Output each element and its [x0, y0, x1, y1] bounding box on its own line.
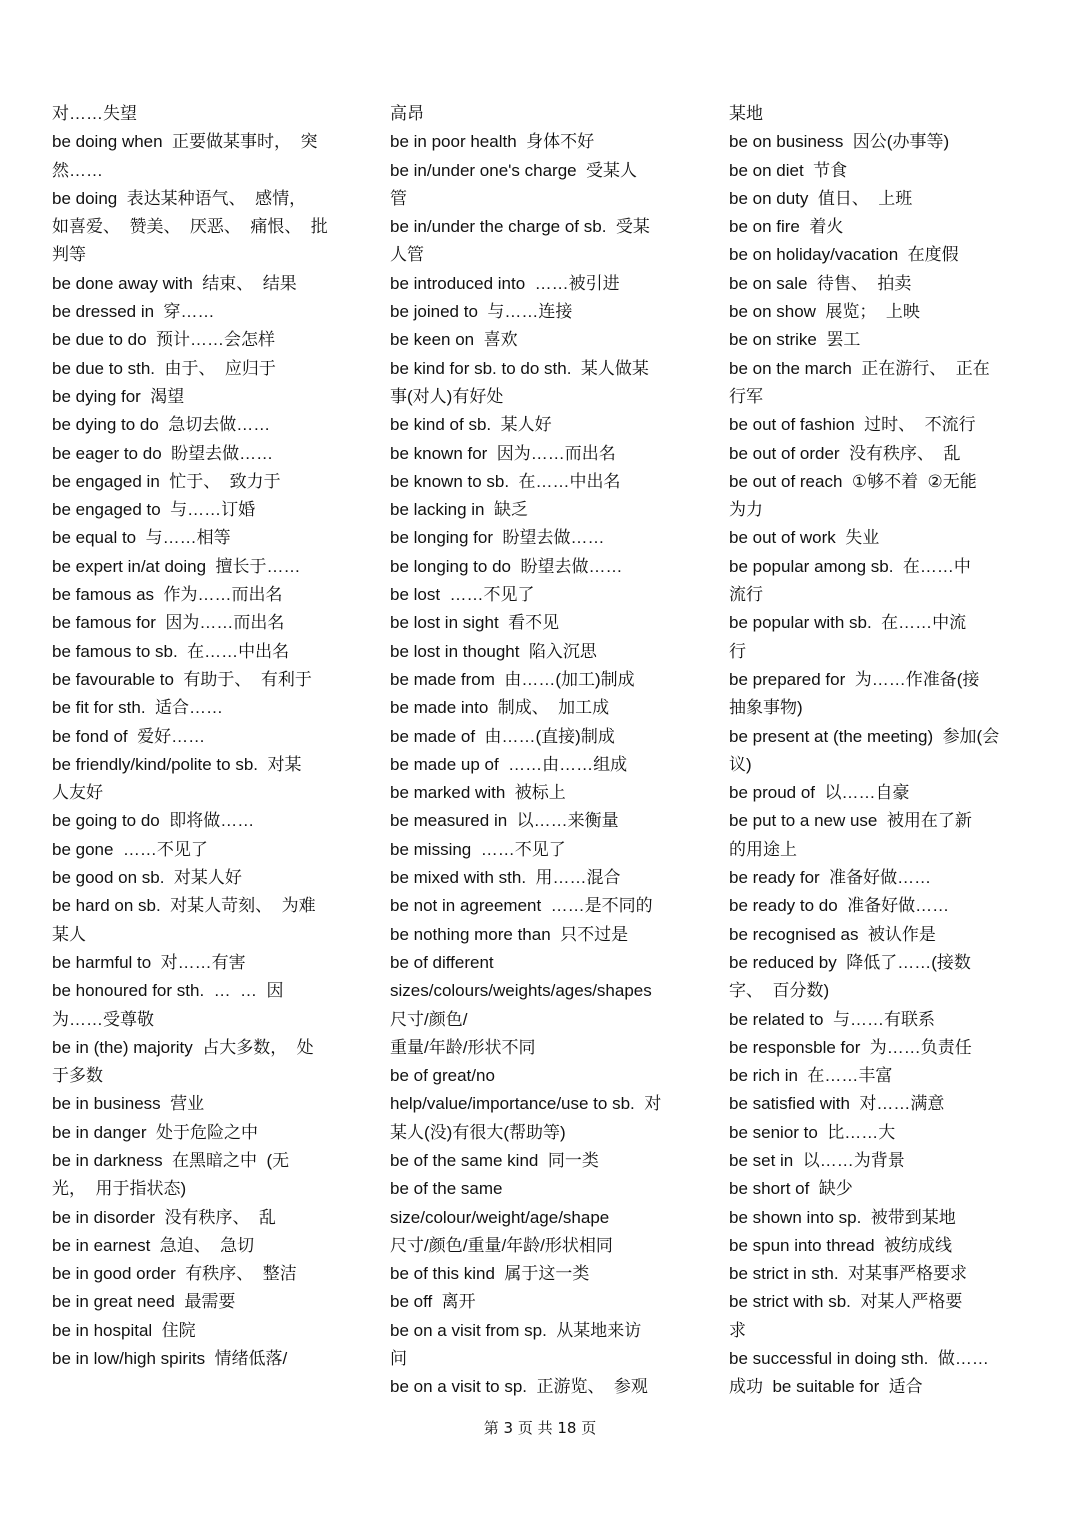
text-line: be in great need 最需要	[52, 1292, 236, 1312]
text-line: be keen on 喜欢	[390, 330, 518, 350]
text-line: be engaged to 与……订婚	[52, 500, 256, 520]
text-line: be in darkness 在黑暗之中 (无	[52, 1150, 290, 1170]
text-line: be on the march 正在游行、 正在	[729, 358, 990, 378]
text-line: be in earnest 急迫、 急切	[52, 1235, 255, 1255]
text-line: be joined to 与……连接	[390, 302, 573, 322]
text-line: 管	[390, 188, 407, 208]
text-line: help/value/importance/use to sb. 对	[390, 1094, 662, 1114]
text-line: be in/under the charge of sb. 受某	[390, 217, 650, 237]
text-line: be done away with 结束、 结果	[52, 273, 297, 293]
text-line: 行军	[729, 386, 763, 406]
text-line: be of different	[390, 952, 494, 972]
text-line: be responsble for 为……负责任	[729, 1037, 972, 1057]
text-line: be in hospital 住院	[52, 1320, 196, 1340]
text-line: be in disorder 没有秩序、 乱	[52, 1207, 276, 1227]
text-line: be set in 以……为背景	[729, 1150, 905, 1170]
text-line: be not in agreement ……是不同的	[390, 896, 653, 916]
text-line: be on holiday/vacation 在度假	[729, 245, 959, 265]
text-line: be out of reach ①够不着 ②无能	[729, 471, 977, 491]
text-line: be longing to do 盼望去做……	[390, 556, 623, 576]
text-line: be successful in doing sth. 做……	[729, 1349, 989, 1369]
text-line: be due to do 预计……会怎样	[52, 330, 275, 350]
text-line: be doing 表达某种语气、 感情，	[52, 188, 307, 208]
text-line: 人友好	[52, 783, 103, 803]
text-line: be engaged in 忙于、 致力于	[52, 471, 281, 491]
text-line: be strict with sb. 对某人严格要	[729, 1292, 963, 1312]
text-line: be made up of ……由……组成	[390, 754, 628, 774]
text-line: be lost ……不见了	[390, 585, 535, 605]
text-line: be in danger 处于危险之中	[52, 1122, 258, 1142]
text-line: be on strike 罢工	[729, 330, 861, 350]
text-line: 判等	[52, 245, 86, 265]
text-line: be popular among sb. 在……中	[729, 556, 971, 576]
text-line: 对……失望	[52, 104, 137, 123]
text-line: be of great/no	[390, 1066, 495, 1086]
text-line: be reduced by 降低了……(接数	[729, 952, 971, 972]
text-line: be prepared for 为……作准备(接	[729, 669, 980, 689]
text-line: 求	[729, 1320, 746, 1340]
text-line: be of the same	[390, 1179, 503, 1199]
text-line: 某人(没)有很大(帮助等)	[390, 1122, 566, 1142]
text-line: be hard on sb. 对某人苛刻、 为难	[52, 896, 316, 916]
text-line: be shown into sp. 被带到某地	[729, 1207, 956, 1227]
text-line: 重量/年龄/形状不同	[390, 1037, 536, 1057]
page-footer: 第 3 页 共 18 页	[483, 1419, 597, 1437]
text-line: be famous to sb. 在……中出名	[52, 641, 290, 661]
text-line: be in business 营业	[52, 1094, 205, 1114]
text-line: be on a visit to sp. 正游览、 参观	[390, 1377, 648, 1397]
text-line: be due to sth. 由于、 应归于	[52, 358, 276, 378]
text-line: be known for 因为……而出名	[390, 443, 616, 463]
text-line: 成功 be suitable for 适合	[729, 1377, 923, 1397]
text-line: be dying to do 急切去做……	[52, 415, 271, 435]
text-line: 人管	[390, 245, 424, 265]
text-line: be on diet 节食	[729, 160, 848, 180]
text-line: be made of 由……(直接)制成	[390, 726, 615, 746]
text-line: be in poor health 身体不好	[390, 132, 595, 152]
text-line: be missing ……不见了	[390, 839, 566, 859]
text-line: 为……受尊敬	[52, 1009, 154, 1029]
text-line: be strict in sth. 对某事严格要求	[729, 1264, 968, 1284]
text-line: be on duty 值日、 上班	[729, 188, 913, 208]
text-line: 然……	[52, 160, 103, 180]
text-line: sizes/colours/weights/ages/shapes	[390, 981, 652, 1001]
text-line: be famous as 作为……而出名	[52, 585, 283, 605]
text-line: be in low/high spirits 情绪低落/	[52, 1349, 288, 1369]
text-line: be introduced into ……被引进	[390, 273, 620, 293]
text-line: be present at (the meeting) 参加(会	[729, 726, 1000, 746]
column-1	[52, 100, 352, 1373]
text-line: be on show 展览； 上映	[729, 302, 920, 322]
text-line: 为力	[729, 500, 763, 520]
text-line: be out of order 没有秩序、 乱	[729, 443, 961, 463]
text-line: be fit for sth. 适合……	[52, 698, 223, 718]
text-line: be mixed with sth. 用……混合	[390, 868, 621, 888]
text-line: be senior to 比……大	[729, 1122, 896, 1142]
column-3	[729, 100, 1029, 1402]
text-line: 某人	[52, 924, 86, 944]
text-line: be proud of 以……自豪	[729, 783, 910, 803]
text-line: be expert in/at doing 擅长于……	[52, 556, 301, 576]
text-line: size/colour/weight/age/shape	[390, 1207, 610, 1227]
text-line: be marked with 被标上	[390, 783, 566, 803]
text-line: be ready for 准备好做……	[729, 868, 932, 888]
text-line: be in (the) majority 占大多数， 处	[52, 1037, 314, 1057]
text-line: be of this kind 属于这一类	[390, 1264, 590, 1284]
text-line: be nothing more than 只不过是	[390, 924, 629, 944]
text-line: 光， 用于指状态)	[52, 1179, 187, 1199]
text-line: be off 离开	[390, 1292, 476, 1312]
text-line: be satisfied with 对……满意	[729, 1094, 945, 1114]
text-line: be in/under one's charge 受某人	[390, 160, 638, 180]
text-line: be lacking in 缺乏	[390, 500, 528, 520]
text-line: 尺寸/颜色/	[390, 1009, 468, 1029]
text-line: be out of work 失业	[729, 528, 880, 548]
text-line: be in good order 有秩序、 整洁	[52, 1264, 297, 1284]
text-line: be put to a new use 被用在了新	[729, 811, 972, 831]
text-line: be famous for 因为……而出名	[52, 613, 285, 633]
text-line: be made into 制成、 加工成	[390, 698, 610, 718]
text-line: be made from 由……(加工)制成	[390, 669, 635, 689]
text-line: 某地	[729, 104, 763, 123]
text-line: 事(对人)有好处	[390, 386, 504, 406]
text-line: be dying for 渴望	[52, 386, 185, 406]
text-line: be favourable to 有助于、 有利于	[52, 669, 312, 689]
text-line: be rich in 在……丰富	[729, 1066, 893, 1086]
text-line: be friendly/kind/polite to sb. 对某	[52, 754, 302, 774]
text-line: be on fire 着火	[729, 217, 844, 237]
text-line: be going to do 即将做……	[52, 811, 255, 831]
text-line: be lost in sight 看不见	[390, 613, 560, 633]
text-line: be on a visit from sp. 从某地来访	[390, 1320, 642, 1340]
text-line: be short of 缺少	[729, 1179, 853, 1199]
text-line: be ready to do 准备好做……	[729, 896, 950, 916]
text-line: be gone ……不见了	[52, 839, 208, 859]
text-line: be kind for sb. to do sth. 某人做某	[390, 358, 649, 378]
text-line: 于多数	[52, 1066, 103, 1086]
text-line: 流行	[729, 585, 763, 605]
text-line: 如喜爱、 赞美、 厌恶、 痛恨、 批	[52, 217, 328, 237]
text-line: be kind of sb. 某人好	[390, 415, 552, 435]
text-line: be out of fashion 过时、 不流行	[729, 415, 976, 435]
text-line: be longing for 盼望去做……	[390, 528, 605, 548]
text-line: be on sale 待售、 拍卖	[729, 273, 912, 293]
text-line: 议)	[729, 754, 752, 774]
text-line: 尺寸/颜色/重量/年龄/形状相同	[390, 1235, 613, 1255]
text-line: be harmful to 对……有害	[52, 952, 246, 972]
text-line: be eager to do 盼望去做……	[52, 443, 274, 463]
text-line: be doing when 正要做某事时， 突	[52, 132, 318, 152]
text-line: be on business 因公(办事等)	[729, 132, 950, 152]
text-line: be popular with sb. 在……中流	[729, 613, 967, 633]
text-line: be honoured for sth. … … 因	[52, 981, 284, 1001]
text-line: be related to 与……有联系	[729, 1009, 935, 1029]
text-line: 高昂	[390, 104, 424, 123]
text-line: be equal to 与……相等	[52, 528, 231, 548]
text-line: be dressed in 穿……	[52, 302, 215, 322]
text-line: be spun into thread 被纺成线	[729, 1235, 953, 1255]
text-line: be fond of 爱好……	[52, 726, 206, 746]
text-line: be lost in thought 陷入沉思	[390, 641, 597, 661]
column-2	[390, 100, 690, 1402]
text-line: 的用途上	[729, 839, 797, 859]
text-line: be known to sb. 在……中出名	[390, 471, 621, 491]
text-line: 问	[390, 1349, 407, 1369]
text-line: 抽象事物)	[729, 698, 803, 718]
text-line: be good on sb. 对某人好	[52, 868, 242, 888]
text-line: be of the same kind 同一类	[390, 1150, 599, 1170]
text-line: be recognised as 被认作是	[729, 924, 936, 944]
text-line: be measured in 以……来衡量	[390, 811, 619, 831]
text-line: 行	[729, 641, 746, 661]
text-line: 字、 百分数)	[729, 981, 830, 1001]
